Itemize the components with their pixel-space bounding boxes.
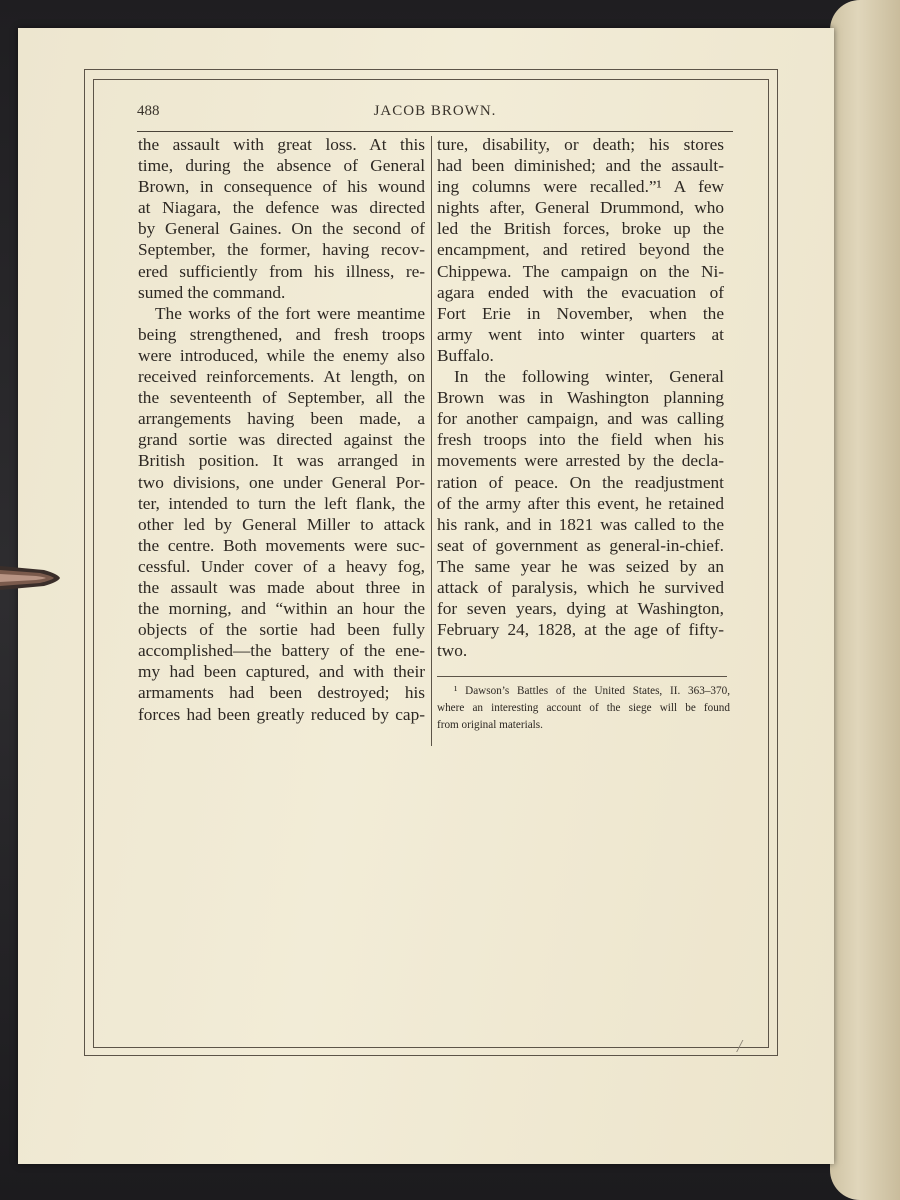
text-line: accomplished—the battery of the ene-	[138, 641, 425, 661]
text-line: ture, disability, or death; his stores	[437, 135, 724, 154]
text-line: for another campaign, and was calling	[437, 409, 724, 429]
text-line: Brown was in Washington planning	[437, 388, 724, 408]
text-line: Buffalo.	[437, 345, 494, 365]
adjacent-page-edge	[830, 0, 900, 1200]
text-line: led the British forces, broke up the	[437, 219, 724, 239]
text-line: sumed the command.	[138, 282, 286, 302]
text-line: time, during the absence of General	[138, 156, 425, 176]
text-line: cessful. Under cover of a heavy fog,	[138, 556, 425, 576]
text-line: ing columns were recalled.”¹ A few	[437, 177, 724, 197]
text-line: grand sortie was directed against the	[138, 430, 425, 450]
text-line: by General Gaines. On the second of	[138, 219, 425, 239]
footnote-line: where an interesting account of the siege will be found	[437, 702, 730, 714]
text-line: ter, intended to turn the left flank, the	[138, 493, 425, 513]
header-rule	[137, 131, 733, 132]
column-divider-rule	[431, 136, 432, 746]
text-line: seat of government as general-in-chief.	[437, 535, 724, 555]
pencil-margin-mark: /	[737, 1036, 743, 1056]
text-line: arrangements having been made, a	[138, 409, 425, 429]
text-line: for seven years, dying at Washington,	[437, 599, 724, 619]
footnote	[437, 683, 730, 734]
left-text-column	[138, 134, 425, 725]
text-line: the assault with great loss. At this	[138, 135, 425, 154]
text-line: ered sufficiently from his illness, re-	[138, 261, 425, 281]
footnote-line: ¹ Dawson’s Battles of the United States, II. 363–370,	[454, 685, 730, 697]
text-line: his rank, and in 1821 was called to the	[437, 514, 724, 534]
footnote-line: from original materials.	[437, 719, 543, 731]
text-line: other led by General Miller to attack	[138, 514, 425, 534]
text-line: nights after, General Drummond, who	[437, 198, 724, 218]
text-line: fresh troops into the field when his	[437, 430, 724, 450]
page-number: 488	[137, 103, 160, 119]
footnote-rule	[437, 676, 727, 677]
text-line: of the army after this event, he retained	[437, 493, 724, 513]
text-line: had been diminished; and the assault-	[437, 156, 724, 176]
text-line: encampment, and retired beyond the	[437, 240, 724, 260]
text-line: my had been captured, and with their	[138, 662, 425, 682]
text-line: the centre. Both movements were suc-	[138, 535, 425, 555]
text-line: received reinforcements. At length, on	[138, 367, 425, 387]
text-line: Brown, in consequence of his wound	[138, 177, 425, 197]
text-line: Fort Erie in November, when the	[437, 303, 724, 323]
text-line: agara ended with the evacuation of	[437, 282, 724, 302]
text-line: movements were arrested by the decla-	[437, 451, 724, 471]
page-clip-bookmark	[0, 560, 62, 596]
text-line: the seventeenth of September, all the	[138, 388, 425, 408]
text-line: objects of the sortie had been fully	[138, 620, 425, 640]
text-line: two.	[437, 641, 468, 661]
text-line: at Niagara, the defence was directed	[138, 198, 425, 218]
text-line: army went into winter quarters at	[437, 324, 724, 344]
running-head: JACOB BROWN.	[373, 103, 497, 119]
text-line: two divisions, one under General Por-	[138, 472, 425, 492]
text-line: Chippewa. The campaign on the Ni-	[437, 261, 724, 281]
right-text-column	[437, 134, 724, 661]
text-line: the morning, and “within an hour the	[138, 599, 425, 619]
text-line: forces had been greatly reduced by cap-	[138, 704, 425, 724]
text-line: attack of paralysis, which he survived	[437, 577, 724, 597]
text-line: British position. It was arranged in	[138, 451, 425, 471]
text-line: armaments had been destroyed; his	[138, 683, 425, 703]
text-line: The same year he was seized by an	[437, 556, 724, 576]
text-line: ration of peace. On the readjustment	[437, 472, 724, 492]
text-line: February 24, 1828, at the age of fifty-	[437, 620, 724, 640]
text-line: the assault was made about three in	[138, 577, 425, 597]
text-line: In the following winter, General	[454, 367, 724, 387]
text-line: September, the former, having recov-	[138, 240, 425, 260]
page-header	[137, 103, 733, 129]
text-line: being strengthened, and fresh troops	[138, 324, 425, 344]
text-line: were introduced, while the enemy also	[138, 345, 425, 365]
text-line: The works of the fort were meantime	[155, 303, 425, 323]
